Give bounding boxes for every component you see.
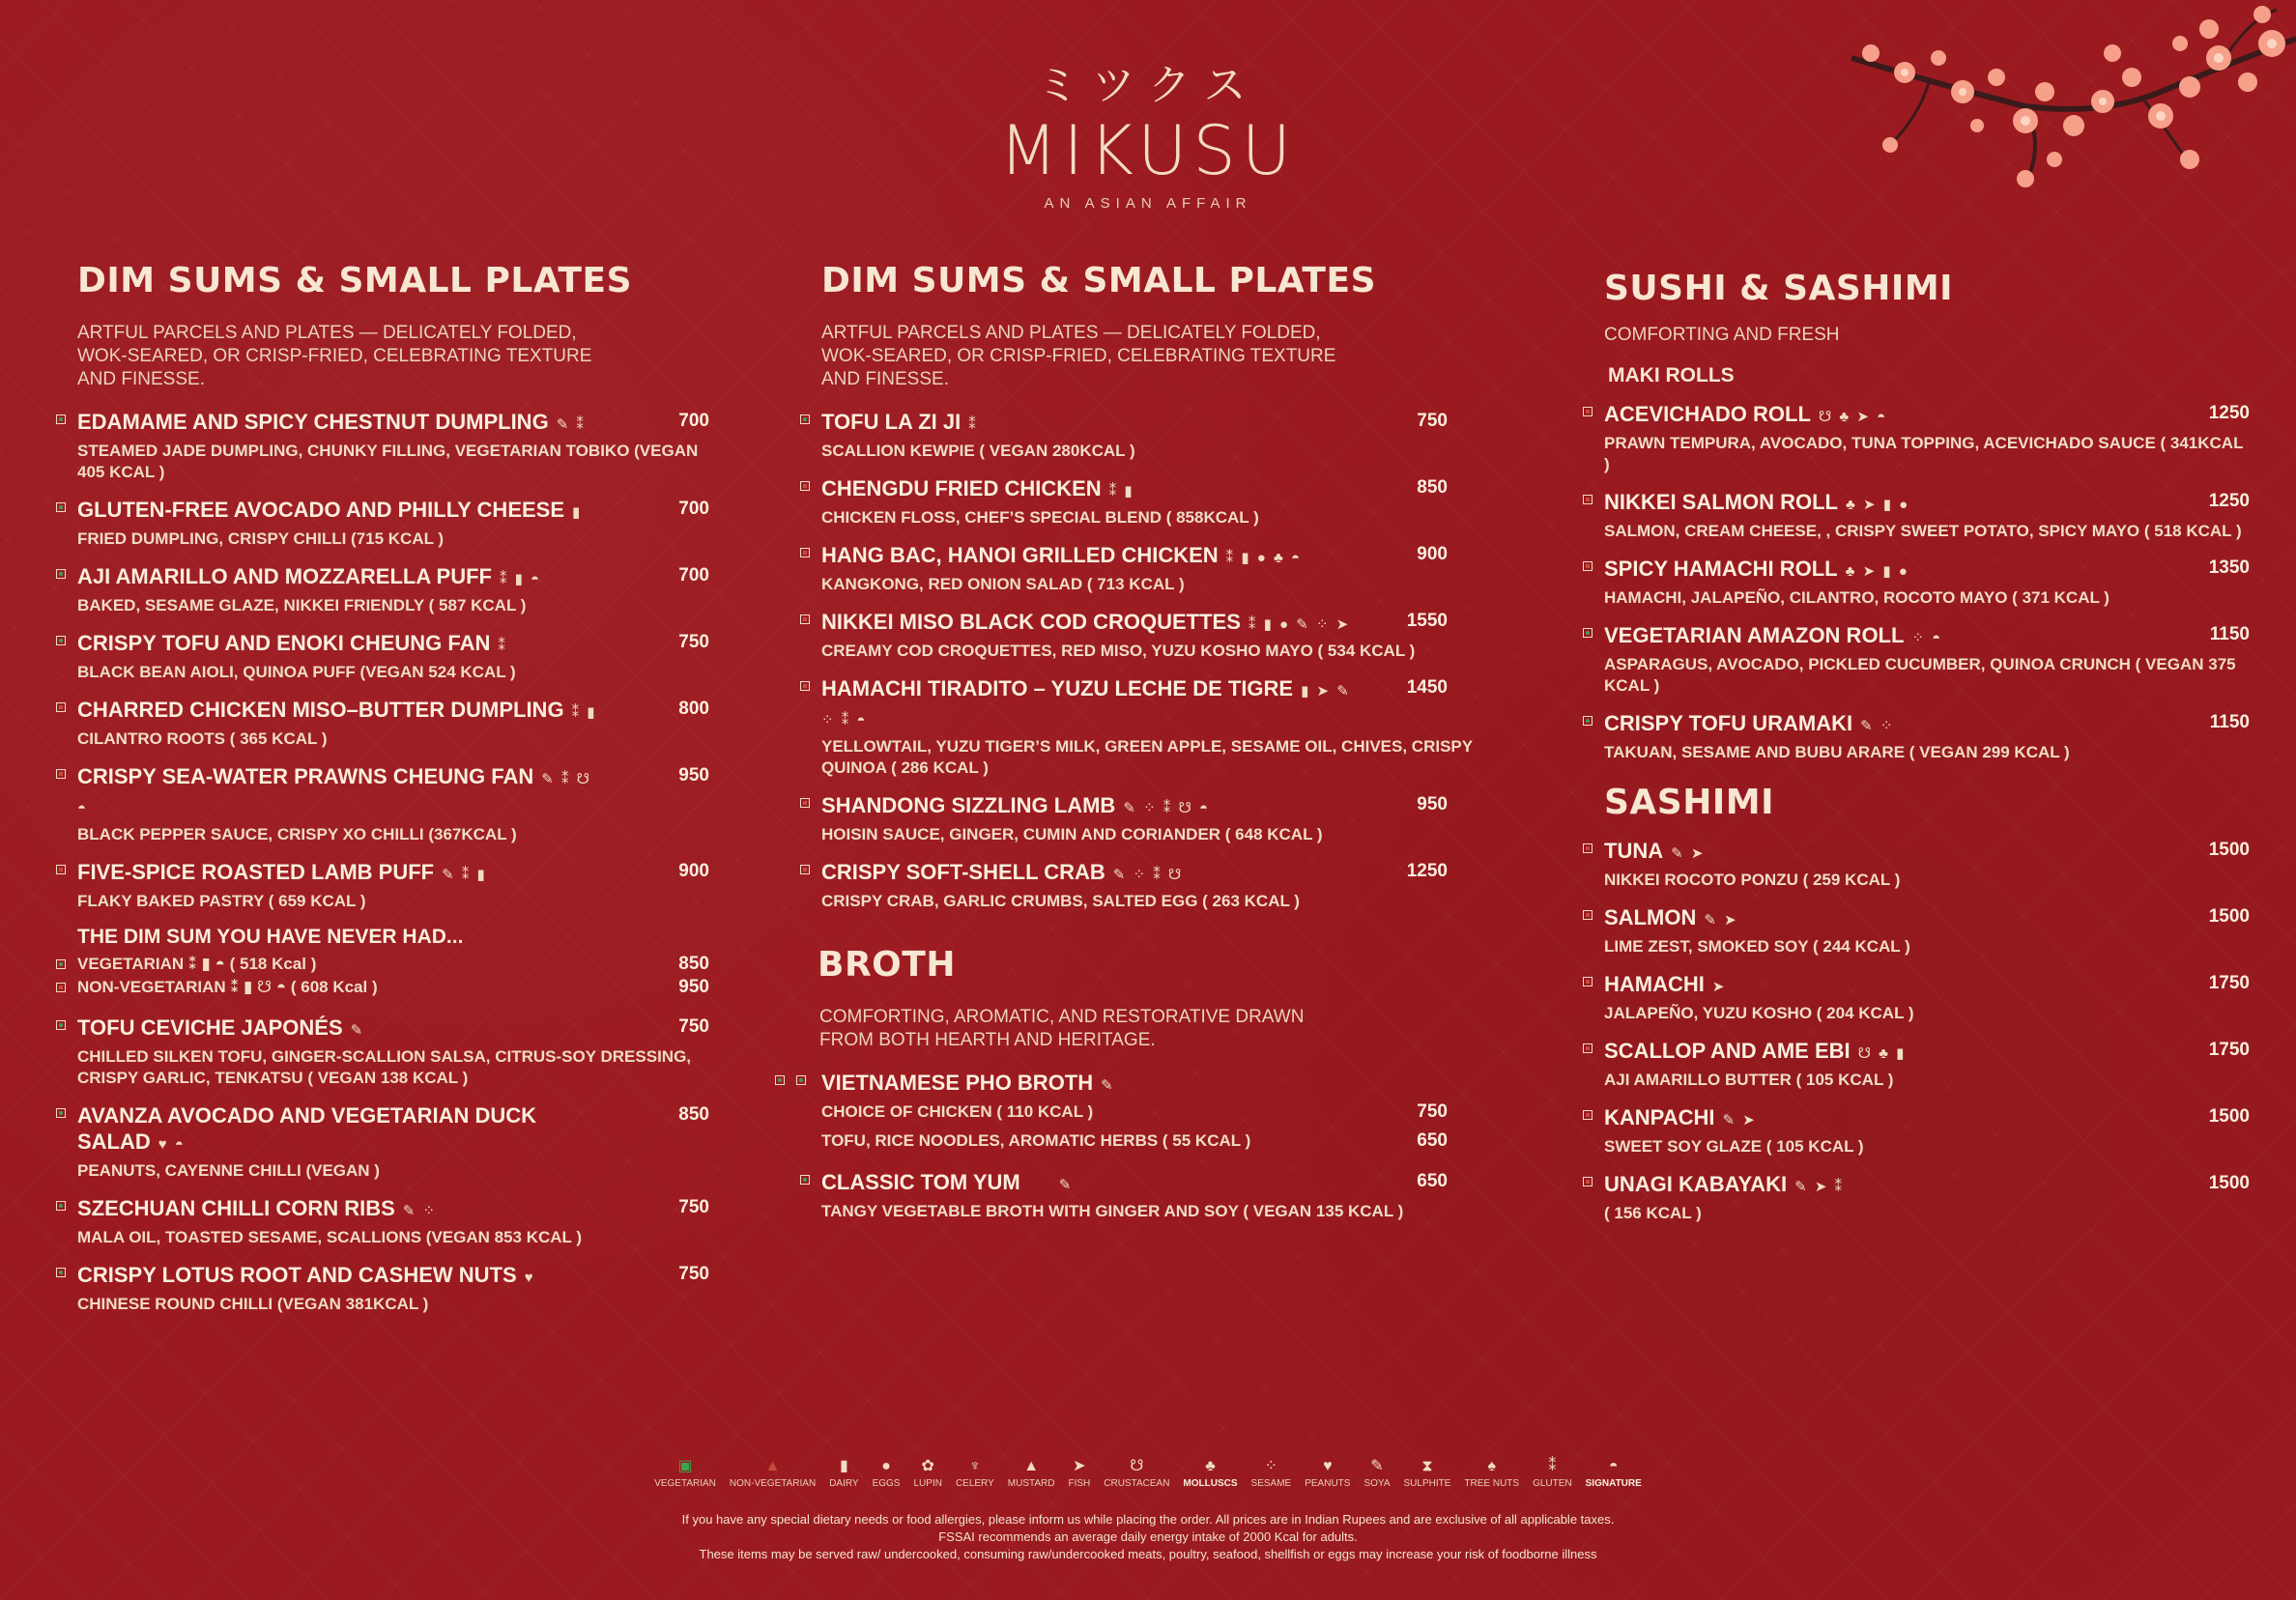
item-description: JALAPEÑO, YUZU KOSHO ( 204 KCAL )	[1604, 1004, 1914, 1022]
never-had-veg-label: VEGETARIAN ⁑ ▮ ◓ ( 518 Kcal )	[77, 955, 317, 973]
item-name: SHANDONG SIZZLING LAMB ✎ ⁘ ⁑ ☋ ◓	[821, 793, 1211, 817]
legend-item	[1363, 1457, 1390, 1489]
broth-description: COMFORTING, AROMATIC, AND RESTORATIVE DRAWN FROM BOTH HEARTH AND HERITAGE.	[819, 1007, 1305, 1050]
menu-item	[1583, 710, 2250, 763]
item-name: CRISPY LOTUS ROOT AND CASHEW NUTS ♥	[77, 1263, 535, 1287]
allergen-icons: ⁑ ▮ ● ✎ ⁘ ➤	[1248, 616, 1351, 633]
allergen-icons: ✎	[1058, 1177, 1074, 1193]
maki-title: MAKI ROLLS	[1608, 364, 1735, 386]
footer-line-3: These items may be served raw/ undercooked, consuming raw/undercooked meats, poultry, seafood, shellfish or eggs may increase your risk of foodborne illness	[699, 1547, 1597, 1561]
menu-item	[1583, 401, 2250, 475]
allergen-icons: ▮	[572, 504, 583, 521]
price: 900	[1417, 544, 1448, 564]
item-description: TANGY VEGETABLE BROTH WITH GINGER AND SOY ( VEGAN 135 KCAL )	[821, 1202, 1404, 1220]
menu-item	[1583, 1104, 2250, 1157]
nonveg-marker-icon	[56, 702, 66, 712]
veg-marker-icon	[800, 414, 810, 424]
item-name: NIKKEI MISO BLACK COD CROQUETTES ⁑ ▮ ● ✎ ⁘ ➤	[821, 610, 1351, 634]
legend-icon: ♣	[1205, 1458, 1216, 1474]
item-name: SCALLOP AND AME EBI ☋ ♣ ▮	[1604, 1039, 1907, 1063]
menu-item	[56, 697, 713, 750]
nonveg-marker-icon	[1583, 1177, 1593, 1186]
legend-icon: ◓	[1608, 1458, 1619, 1474]
allergen-icons: ✎ ⁑ ▮	[442, 867, 487, 883]
veg-marker-icon	[800, 1175, 810, 1185]
column-dim-sums-1	[56, 261, 713, 1329]
item-description: BLACK BEAN AIOLI, QUINOA PUFF (VEGAN 524 KCAL )	[77, 663, 516, 681]
price: 700	[678, 499, 709, 519]
allergen-icons: ☋ ♣ ▮	[1857, 1045, 1907, 1062]
price: 700	[678, 565, 709, 586]
nonveg-marker-icon	[1583, 495, 1593, 504]
price: 800	[678, 699, 709, 719]
footer-disclaimer	[0, 1511, 2296, 1563]
allergen-icons: ⁑ ▮	[571, 704, 597, 721]
item-description: NIKKEI ROCOTO PONZU ( 259 KCAL )	[1604, 871, 1901, 889]
price: 700	[678, 411, 709, 431]
legend-icon: ⁘	[1264, 1458, 1278, 1474]
legend-icon: ☋	[1130, 1458, 1144, 1474]
legend-icon: ➤	[1073, 1458, 1086, 1474]
price: 1500	[2208, 906, 2250, 927]
menu-item	[56, 1102, 713, 1182]
item-name: SALMON ✎ ➤	[1604, 905, 1738, 929]
menu-list	[56, 409, 713, 912]
menu-item	[1583, 904, 2250, 957]
legend-label: CRUSTACEAN	[1104, 1478, 1170, 1489]
item-description: BLACK PEPPER SAUCE, CRISPY XO CHILLI (367KCAL )	[77, 825, 517, 843]
nonveg-marker-icon	[1583, 1110, 1593, 1120]
item-description: TAKUAN, SESAME AND BUBU ARARE ( VEGAN 299 KCAL )	[1604, 743, 2070, 761]
allergen-icons: ✎ ⁑ ☋ ◓	[77, 771, 591, 816]
sashimi-title: SASHIMI	[1604, 783, 1774, 822]
allergen-icons: ✎ ➤	[1722, 1112, 1757, 1129]
legend-label: MUSTARD	[1007, 1478, 1055, 1489]
never-had-veg	[56, 953, 713, 976]
menu-item	[800, 609, 1486, 662]
footer-line-2: FSSAI recommends an average daily energy intake of 2000 Kcal for adults.	[938, 1529, 1358, 1544]
item-description: STEAMED JADE DUMPLING, CHUNKY FILLING, VEGETARIAN TOBIKO (VEGAN 405 KCAL )	[77, 442, 699, 481]
price: 900	[678, 861, 709, 881]
veg-marker-icon	[56, 569, 66, 579]
legend-label: PEANUTS	[1305, 1478, 1351, 1489]
item-name: HAMACHI TIRADITO – YUZU LECHE DE TIGRE ▮ ➤ ✎ ⁘ ⁑ ◓	[821, 676, 1351, 729]
menu-item	[56, 763, 713, 845]
item-name: CRISPY TOFU AND ENOKI CHEUNG FAN ⁑	[77, 631, 507, 655]
nonveg-marker-icon	[800, 865, 810, 874]
legend-icon: ♠	[1487, 1458, 1496, 1474]
price: 1250	[1406, 861, 1448, 881]
item-description: CRISPY CRAB, GARLIC CRUMBS, SALTED EGG ( 263 KCAL )	[821, 892, 1300, 910]
legend-icon: ✿	[921, 1458, 934, 1474]
menu-item	[1583, 622, 2250, 697]
price: 750	[678, 1016, 709, 1037]
pho-option-tofu: TOFU, RICE NOODLES, AROMATIC HERBS ( 55 KCAL ) 650	[821, 1130, 1448, 1151]
item-name: ACEVICHADO ROLL ☋ ♣ ➤ ◓	[1604, 402, 1888, 426]
brand-header	[0, 50, 2296, 212]
brand-tagline: AN ASIAN AFFAIR	[1044, 195, 1252, 212]
veg-marker-icon	[1583, 628, 1593, 638]
legend-item	[956, 1457, 994, 1489]
item-name: VEGETARIAN AMAZON ROLL ⁘ ◓	[1604, 623, 1943, 647]
item-name: SPICY HAMACHI ROLL ♣ ➤ ▮ ●	[1604, 557, 1909, 581]
section-description: ARTFUL PARCELS AND PLATES — DELICATELY FOLDED, WOK-SEARED, OR CRISP-FRIED, CELEBRATING TEXTURE AND FINESSE.	[77, 323, 592, 389]
allergen-icons: ✎ ➤	[1704, 912, 1738, 929]
legend-item	[654, 1457, 716, 1489]
legend-label: LUPIN	[913, 1478, 942, 1489]
item-description: SCALLION KEWPIE ( VEGAN 280KCAL )	[821, 442, 1135, 460]
item-description: SWEET SOY GLAZE ( 105 KCAL )	[1604, 1137, 1864, 1156]
veg-marker-icon	[56, 636, 66, 645]
allergen-icons: ♣ ➤ ▮ ●	[1846, 497, 1910, 513]
legend-item	[1068, 1457, 1090, 1489]
legend-item	[730, 1457, 816, 1489]
legend-label: VEGETARIAN	[654, 1478, 716, 1489]
item-description: KANGKONG, RED ONION SALAD ( 713 KCAL )	[821, 575, 1185, 593]
veg-marker-icon	[1583, 716, 1593, 726]
legend-icon: ♆	[968, 1458, 981, 1474]
veg-marker-icon	[56, 1201, 66, 1211]
legend-label: DAIRY	[829, 1478, 859, 1489]
legend-icon: ♥	[1323, 1458, 1333, 1474]
broth-title: BROTH	[818, 945, 956, 985]
price: 950	[678, 977, 709, 997]
nonveg-marker-icon	[800, 798, 810, 808]
menu-item	[56, 1014, 713, 1089]
menu-item	[56, 1195, 713, 1248]
menu-item-tom-yum	[800, 1169, 1486, 1222]
menu-item	[1583, 838, 2250, 891]
price: 1250	[2208, 403, 2250, 423]
menu-item	[56, 563, 713, 616]
price: 1500	[2208, 1106, 2250, 1127]
menu-item	[1583, 971, 2250, 1024]
menu-item	[800, 542, 1486, 595]
menu-item	[56, 630, 713, 683]
menu-list	[1583, 838, 2250, 1224]
allergen-icons: ▮ ➤ ✎ ⁘ ⁑ ◓	[821, 683, 1351, 729]
menu-item	[800, 792, 1486, 845]
item-description: YELLOWTAIL, YUZU TIGER’S MILK, GREEN APPLE, SESAME OIL, CHIVES, CRISPY QUINOA ( 286 KCAL )	[821, 737, 1473, 777]
legend-label: SIGNATURE	[1585, 1478, 1642, 1489]
allergen-icons: ✎ ⁘	[1860, 718, 1895, 734]
legend-label: GLUTEN	[1533, 1478, 1572, 1489]
price: 1150	[2209, 624, 2250, 644]
item-description: HOISIN SAUCE, GINGER, CUMIN AND CORIANDER ( 648 KCAL )	[821, 825, 1323, 843]
item-description: FRIED DUMPLING, CRISPY CHILLI (715 KCAL )	[77, 529, 445, 548]
legend-item	[1251, 1457, 1292, 1489]
item-name: AJI AMARILLO AND MOZZARELLA PUFF ⁑ ▮ ◓	[77, 564, 542, 588]
item-name: KANPACHI ✎ ➤	[1604, 1105, 1757, 1129]
menu-item	[800, 475, 1486, 529]
item-description: CHILLED SILKEN TOFU, GINGER-SCALLION SALSA, CITRUS-SOY DRESSING, CRISPY GARLIC, TENKATSU ( VEGAN 138 KCAL )	[77, 1047, 692, 1087]
nonveg-marker-icon	[56, 865, 66, 874]
allergen-icons: ⁑ ▮	[1108, 483, 1134, 500]
allergen-icons: ✎ ➤ ⁑	[1794, 1179, 1845, 1195]
item-name: TUNA ✎ ➤	[1604, 839, 1706, 863]
legend-item	[1586, 1457, 1642, 1489]
legend-icon: ▲	[764, 1458, 781, 1474]
allergen-icons: ⁑ ▮ ● ♣ ◓	[1225, 550, 1303, 566]
legend-icon: ▣	[677, 1458, 693, 1474]
veg-marker-icon	[56, 414, 66, 424]
item-name: NIKKEI SALMON ROLL ♣ ➤ ▮ ●	[1604, 490, 1910, 514]
item-description: AJI AMARILLO BUTTER ( 105 KCAL )	[1604, 1071, 1894, 1089]
item-name: VIETNAMESE PHO BROTH ✎	[821, 1071, 1115, 1095]
nonveg-marker-icon	[56, 769, 66, 779]
menu-item	[800, 409, 1486, 462]
allergen-icons: ➤	[1711, 979, 1727, 995]
column-dim-sums-2	[800, 261, 1486, 1236]
veg-marker-icon	[56, 959, 66, 969]
legend-item	[1183, 1457, 1237, 1489]
legend-label: MOLLUSCS	[1183, 1478, 1238, 1489]
allergen-icons: ✎ ⁘	[402, 1203, 438, 1219]
item-name: AVANZA AVOCADO AND VEGETARIAN DUCK SALAD ♥ ◓	[77, 1103, 537, 1154]
legend-label: CELERY	[955, 1478, 994, 1489]
price: 750	[678, 1264, 709, 1284]
nonveg-marker-icon	[800, 548, 810, 557]
price: 1350	[2208, 557, 2250, 578]
nonveg-marker-icon	[1583, 561, 1593, 571]
legend-icon: ⧗	[1421, 1458, 1433, 1474]
menu-item	[1583, 1038, 2250, 1091]
menu-item	[56, 1262, 713, 1315]
menu-item	[56, 497, 713, 550]
item-description: HAMACHI, JALAPEÑO, CILANTRO, ROCOTO MAYO ( 371 KCAL )	[1604, 588, 2109, 607]
brand-name: MIKUSU	[999, 111, 1297, 190]
item-description: ( 156 KCAL )	[1604, 1204, 1702, 1222]
legend-item	[1104, 1457, 1169, 1489]
allergen-icons: ✎ ⁘ ⁑ ☋ ◓	[1123, 800, 1211, 816]
legend-item	[829, 1457, 858, 1489]
allergen-icons: ✎ ⁘ ⁑ ☋	[1112, 867, 1184, 883]
allergen-icons: ✎	[1101, 1077, 1115, 1094]
legend-label: SOYA	[1363, 1478, 1391, 1489]
allergen-icons: ⁑	[968, 416, 978, 433]
item-name: TOFU CEVICHE JAPONÉS ✎	[77, 1015, 365, 1040]
allergen-icons: ☋ ♣ ➤ ◓	[1818, 409, 1888, 425]
allergen-icons: ♥	[524, 1270, 535, 1286]
allergen-icons: ✎ ➤	[1671, 845, 1706, 862]
price: 1500	[2208, 1173, 2250, 1193]
menu-list	[800, 409, 1486, 912]
menu-item	[1583, 556, 2250, 609]
item-name: UNAGI KABAYAKI ✎ ➤ ⁑	[1604, 1172, 1845, 1196]
legend-label: FISH	[1068, 1478, 1091, 1489]
nonveg-marker-icon	[1583, 910, 1593, 920]
price: 850	[1417, 477, 1448, 498]
legend-label: EGGS	[872, 1478, 901, 1489]
veg-marker-icon	[56, 1268, 66, 1277]
column-sushi-sashimi	[1583, 269, 2250, 1238]
veg-marker-icon	[796, 1075, 806, 1085]
item-description: SALMON, CREAM CHEESE, , CRISPY SWEET POTATO, SPICY MAYO ( 518 KCAL )	[1604, 522, 2242, 540]
price: 1250	[2208, 491, 2250, 511]
item-name: GLUTEN-FREE AVOCADO AND PHILLY CHEESE ▮	[77, 498, 583, 522]
legend-label: SESAME	[1250, 1478, 1292, 1489]
item-name: TOFU LA ZI JI ⁑	[821, 410, 978, 434]
allergen-icons: ✎ ⁑	[556, 416, 586, 433]
menu-list	[56, 1014, 713, 1315]
item-description: CILANTRO ROOTS ( 365 KCAL )	[77, 729, 328, 748]
price: 1550	[1406, 611, 1448, 631]
brand-japanese: ミツクス	[1036, 61, 1260, 110]
allergen-icons: ♥ ◓	[158, 1136, 186, 1153]
allergen-icons: ♣ ➤ ▮ ●	[1845, 563, 1909, 580]
pho-option-chicken: CHOICE OF CHICKEN ( 110 KCAL ) 750	[821, 1101, 1448, 1122]
price: 750	[1417, 411, 1448, 431]
price: 750	[678, 1197, 709, 1217]
legend-item	[913, 1457, 941, 1489]
item-name: SZECHUAN CHILLI CORN RIBS ✎ ⁘	[77, 1196, 438, 1220]
menu-item	[800, 859, 1486, 912]
item-description: MALA OIL, TOASTED SESAME, SCALLIONS (VEGAN 853 KCAL )	[77, 1228, 583, 1246]
section-title: SUSHI & SASHIMI	[1604, 269, 1954, 308]
nonveg-marker-icon	[1583, 977, 1593, 986]
item-description: FLAKY BAKED PASTRY ( 659 KCAL )	[77, 892, 366, 910]
nonveg-marker-icon	[800, 681, 810, 691]
allergen-icons: ✎	[350, 1022, 365, 1039]
item-description: PEANUTS, CAYENNE CHILLI (VEGAN )	[77, 1161, 380, 1180]
menu-item	[1583, 489, 2250, 542]
legend-item	[1305, 1457, 1350, 1489]
menu-item	[1583, 1171, 2250, 1224]
item-name: EDAMAME AND SPICY CHESTNUT DUMPLING ✎ ⁑	[77, 410, 586, 434]
section-description: COMFORTING AND FRESH	[1604, 325, 1840, 345]
veg-marker-icon	[56, 1020, 66, 1030]
never-had-nonveg	[56, 976, 713, 999]
item-description: LIME ZEST, SMOKED SOY ( 244 KCAL )	[1604, 937, 1910, 956]
veg-marker-icon	[775, 1075, 785, 1085]
price: 650	[1417, 1130, 1448, 1151]
price: 1500	[2208, 840, 2250, 860]
item-description: CHINESE ROUND CHILLI (VEGAN 381KCAL )	[77, 1295, 429, 1313]
item-name: CRISPY SEA-WATER PRAWNS CHEUNG FAN ✎ ⁑ ☋ ◓	[77, 764, 591, 816]
legend-item	[1533, 1457, 1572, 1489]
price: 950	[678, 765, 709, 786]
nonveg-marker-icon	[800, 614, 810, 624]
allergen-legend	[0, 1457, 2296, 1489]
menu-item	[800, 675, 1486, 779]
item-description: PRAWN TEMPURA, AVOCADO, TUNA TOPPING, ACEVICHADO SAUCE ( 341KCAL )	[1604, 434, 2244, 473]
section-description: ARTFUL PARCELS AND PLATES — DELICATELY FOLDED, WOK-SEARED, OR CRISP-FRIED, CELEBRATING TEXTURE AND FINESSE.	[821, 323, 1336, 389]
legend-label: SULPHITE	[1403, 1478, 1451, 1489]
nonveg-marker-icon	[800, 481, 810, 491]
menu-item-pho	[775, 1070, 1486, 1152]
price: 1450	[1406, 677, 1448, 698]
item-description: ASPARAGUS, AVOCADO, PICKLED CUCUMBER, QUINOA CRUNCH ( VEGAN 375 KCAL )	[1604, 655, 2236, 695]
never-had-nonveg-label: NON-VEGETARIAN ⁑ ▮ ☋ ◓ ( 608 Kcal )	[77, 978, 378, 996]
item-description: CREAMY COD CROQUETTES, RED MISO, YUZU KOSHO MAYO ( 534 KCAL )	[821, 642, 1416, 660]
legend-icon: ▮	[839, 1458, 848, 1474]
legend-icon: ●	[881, 1458, 891, 1474]
price: 1750	[2208, 973, 2250, 993]
legend-item	[873, 1457, 901, 1489]
nonveg-marker-icon	[1583, 407, 1593, 416]
section-title: DIM SUMS & SMALL PLATES	[821, 261, 1376, 300]
legend-item	[1464, 1457, 1519, 1489]
item-description: BAKED, SESAME GLAZE, NIKKEI FRIENDLY ( 587 KCAL )	[77, 596, 527, 614]
allergen-icons: ⁑	[498, 638, 507, 654]
nonveg-marker-icon	[1583, 1043, 1593, 1053]
menu-item	[56, 409, 713, 483]
never-had-block	[56, 926, 713, 999]
footer-line-1: If you have any special dietary needs or food allergies, please inform us while placing the order. All prices are in Indian Rupees and are exclusive of all applicable taxes.	[681, 1512, 1615, 1527]
item-name: CHARRED CHICKEN MISO–BUTTER DUMPLING ⁑ ▮	[77, 698, 597, 722]
legend-label: NON-VEGETARIAN	[729, 1478, 817, 1489]
item-name: CHENGDU FRIED CHICKEN ⁑ ▮	[821, 476, 1134, 500]
section-title: DIM SUMS & SMALL PLATES	[77, 261, 632, 300]
item-name: HAMACHI ➤	[1604, 972, 1727, 996]
never-had-title: THE DIM SUM YOU HAVE NEVER HAD...	[77, 926, 464, 948]
item-description: CHICKEN FLOSS, CHEF’S SPECIAL BLEND ( 858KCAL )	[821, 508, 1259, 527]
price: 850	[678, 1104, 709, 1125]
legend-icon: ▲	[1023, 1458, 1040, 1474]
price: 750	[678, 632, 709, 652]
legend-item	[1404, 1457, 1451, 1489]
item-name: CLASSIC TOM YUM ✎	[821, 1170, 1074, 1194]
allergen-icons: ⁑ ▮ ◓	[499, 571, 542, 587]
menu-list	[1583, 401, 2250, 763]
veg-marker-icon	[56, 502, 66, 512]
item-name: CRISPY TOFU URAMAKI ✎ ⁘	[1604, 711, 1895, 735]
price: 1750	[2208, 1040, 2250, 1060]
legend-label: TREE NUTS	[1464, 1478, 1520, 1489]
item-name: FIVE-SPICE ROASTED LAMB PUFF ✎ ⁑ ▮	[77, 860, 487, 884]
price: 950	[1417, 794, 1448, 814]
item-name: HANG BAC, HANOI GRILLED CHICKEN ⁑ ▮ ● ♣ ◓	[821, 543, 1303, 567]
price: 750	[1417, 1101, 1448, 1122]
legend-icon: ⁑	[1548, 1458, 1557, 1474]
legend-item	[1008, 1457, 1055, 1489]
item-name: CRISPY SOFT-SHELL CRAB ✎ ⁘ ⁑ ☋	[821, 860, 1184, 884]
veg-marker-icon	[56, 1108, 66, 1118]
price: 650	[1417, 1171, 1448, 1191]
nonveg-marker-icon	[56, 983, 66, 992]
price: 1150	[2209, 712, 2250, 732]
nonveg-marker-icon	[1583, 843, 1593, 853]
allergen-icons: ⁘ ◓	[1911, 630, 1943, 646]
legend-icon: ✎	[1370, 1458, 1384, 1474]
price: 850	[678, 954, 709, 974]
menu-item	[56, 859, 713, 912]
